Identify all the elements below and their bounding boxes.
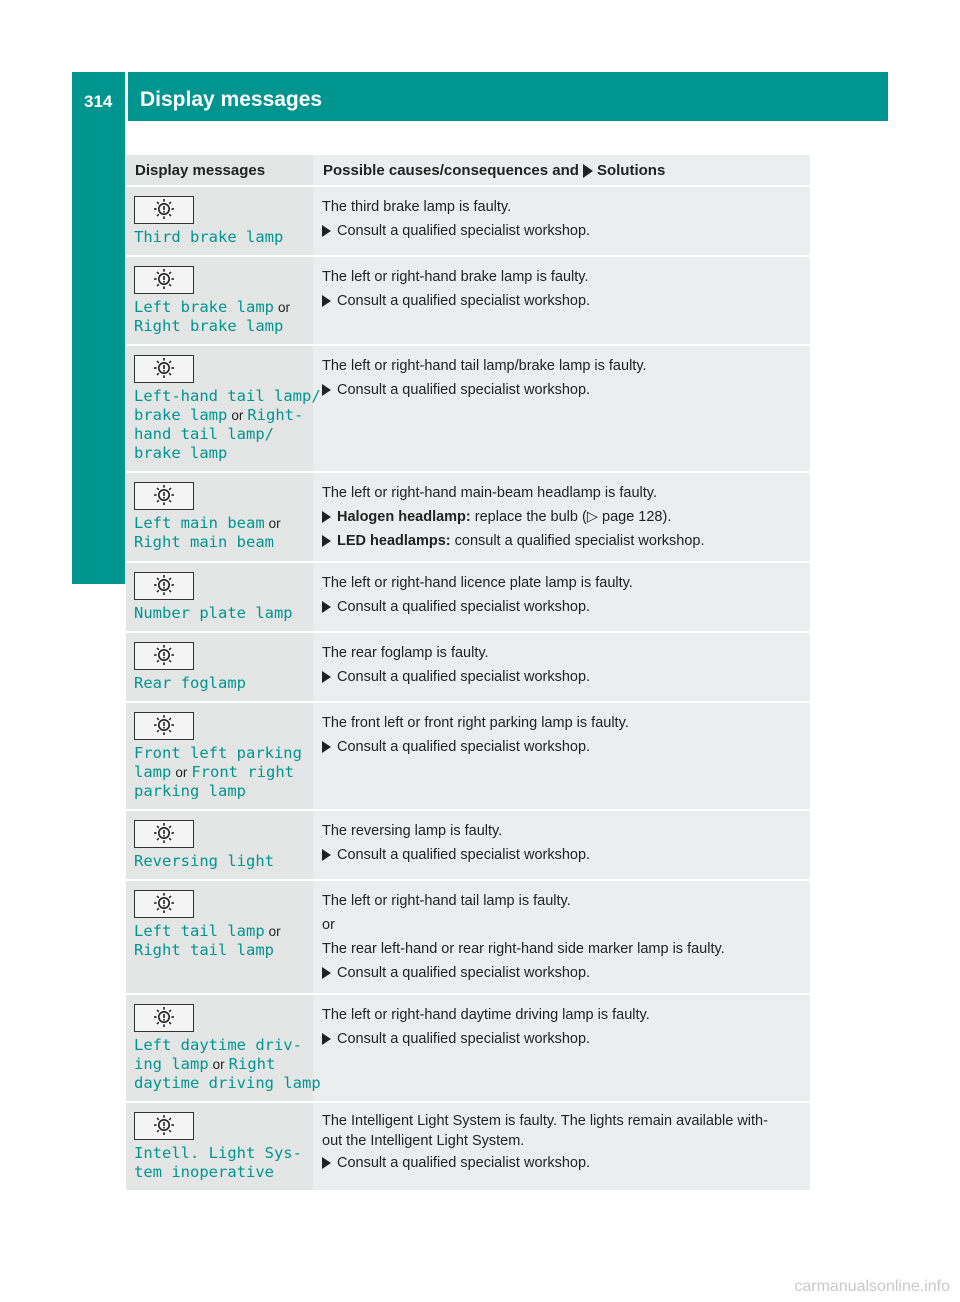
page-reference-icon: ▷ <box>586 509 598 525</box>
arrow-right-icon <box>583 164 593 178</box>
display-message-cell <box>126 256 313 345</box>
display-text: Left daytime driv‑ <box>134 1036 302 1054</box>
display-text: Reversing light <box>134 852 274 870</box>
table-row <box>126 632 810 702</box>
display-text: Right <box>228 1055 276 1073</box>
action-arrow-icon <box>322 1033 331 1045</box>
display-text: Left brake lamp <box>134 298 274 316</box>
action-text: Consult a qualified specialist workshop. <box>337 1031 591 1047</box>
display-message-cell <box>126 702 313 810</box>
display-text-line <box>134 763 313 782</box>
or-line: or <box>322 917 335 933</box>
header-solutions-text: Solutions <box>596 162 666 179</box>
action-item <box>322 961 802 985</box>
display-text: tem inoperative <box>134 1163 274 1181</box>
display-text-line <box>134 298 313 317</box>
display-text: brake lamp <box>134 406 228 424</box>
header-causes-solutions <box>313 155 810 186</box>
action-arrow-icon <box>322 741 331 753</box>
action-arrow-icon <box>322 601 331 613</box>
cause-text: The front left or front right parking lamp is faulty. <box>322 715 629 731</box>
lamp-fault-icon <box>134 1112 194 1140</box>
table-row <box>126 702 810 810</box>
header-divider <box>125 72 128 121</box>
lamp-fault-icon <box>134 712 194 740</box>
table-row <box>126 810 810 880</box>
display-text: hand tail lamp/ <box>134 425 274 443</box>
cause-text: The left or right-hand main-beam headlamp is faulty. <box>322 485 658 501</box>
display-text: brake lamp <box>134 444 228 462</box>
table-row <box>126 562 810 632</box>
display-text: Left main beam <box>134 514 265 532</box>
header-display-messages: Display messages <box>126 155 313 186</box>
or-word: or <box>231 408 244 423</box>
display-text-line <box>134 406 313 425</box>
table-row <box>126 256 810 345</box>
lamp-fault-icon <box>134 266 194 294</box>
display-text: Intell. Light Sys‑ <box>134 1144 302 1162</box>
display-text: Right main beam <box>134 533 274 551</box>
table-row <box>126 880 810 994</box>
solution-cell <box>313 256 810 345</box>
action-label: Halogen headlamp: <box>337 509 471 525</box>
display-message-cell <box>126 472 313 562</box>
display-text: Left-hand <box>134 387 218 405</box>
action-item <box>322 289 802 313</box>
solution-cell <box>313 994 810 1102</box>
display-message-cell <box>126 1102 313 1190</box>
display-text: Rear foglamp <box>134 674 246 692</box>
cause-text-part: out the Intelligent Light System. <box>322 1133 525 1149</box>
action-item <box>322 529 802 553</box>
or-word: or <box>268 924 281 939</box>
action-label: LED headlamps: <box>337 533 451 549</box>
solution-cell <box>313 1102 810 1190</box>
action-text: Consult a qualified specialist workshop. <box>337 669 591 685</box>
solution-cell <box>313 632 810 702</box>
display-text: ing lamp <box>134 1055 209 1073</box>
watermark: carmanualsonline.info <box>794 1278 950 1295</box>
display-text: daytime <box>134 1074 200 1092</box>
action-arrow-icon <box>322 849 331 861</box>
solution-cell <box>313 810 810 880</box>
lamp-fault-icon <box>134 890 194 918</box>
action-arrow-icon <box>322 1157 331 1169</box>
page-title: Display messages <box>140 88 323 111</box>
display-text: driving lamp <box>208 1074 321 1092</box>
display-text-line <box>134 387 321 406</box>
action-arrow-icon <box>322 295 331 307</box>
display-text: lamp <box>134 763 172 781</box>
action-text: Consult a qualified specialist workshop. <box>337 293 591 309</box>
display-message-cell <box>126 186 313 256</box>
action-item <box>322 665 802 689</box>
action-item <box>322 735 802 759</box>
display-messages-table <box>126 155 810 1190</box>
lamp-fault-icon <box>134 572 194 600</box>
header-causes-text: Possible causes/consequences and <box>323 162 579 179</box>
table-row <box>126 186 810 256</box>
or-word: or <box>268 516 281 531</box>
action-text: Consult a qualified specialist workshop. <box>337 599 591 615</box>
action-item <box>322 1151 802 1175</box>
table-row <box>126 345 810 472</box>
cause-text: The reversing lamp is faulty. <box>322 823 503 839</box>
page-reference[interactable]: page 128). <box>597 509 672 525</box>
cause-text: The rear foglamp is faulty. <box>322 645 489 661</box>
action-arrow-icon <box>322 384 331 396</box>
display-message-cell <box>126 562 313 632</box>
action-text: Consult a qualified specialist workshop. <box>337 382 591 398</box>
display-text-line <box>134 1074 321 1093</box>
table-header-row <box>126 155 810 186</box>
cause-text: The left or right-hand tail lamp is faulty. <box>322 893 571 909</box>
action-item <box>322 378 802 402</box>
cause-text: The left or right-hand licence plate lamp is faulty. <box>322 575 633 591</box>
lamp-fault-icon <box>134 820 194 848</box>
solution-cell <box>313 562 810 632</box>
action-arrow-icon <box>322 967 331 979</box>
action-arrow-icon <box>322 671 331 683</box>
display-message-cell <box>126 345 321 472</box>
action-text: Consult a qualified specialist workshop. <box>337 847 591 863</box>
action-text: replace the bulb ( <box>474 509 587 525</box>
cause-text <box>322 1111 802 1151</box>
action-text: consult a qualified specialist workshop. <box>454 533 705 549</box>
display-text: Number plate lamp <box>134 604 293 622</box>
lamp-fault-icon <box>134 196 194 224</box>
solution-cell <box>313 880 810 994</box>
table-row <box>126 472 810 562</box>
display-text: parking lamp <box>134 782 246 800</box>
action-arrow-icon <box>322 225 331 237</box>
display-message-cell <box>126 880 313 994</box>
action-text: Consult a qualified specialist workshop. <box>337 223 591 239</box>
lamp-fault-icon <box>134 1004 194 1032</box>
display-text-line <box>134 1055 313 1074</box>
action-item <box>322 219 802 243</box>
lamp-fault-icon <box>134 355 194 383</box>
display-message-cell <box>126 810 313 880</box>
action-text: Consult a qualified specialist workshop. <box>337 739 591 755</box>
action-item <box>322 595 802 619</box>
action-item <box>322 843 802 867</box>
display-message-cell <box>126 632 313 702</box>
display-text-line <box>134 514 313 533</box>
display-text-line <box>134 922 313 941</box>
lamp-fault-icon <box>134 642 194 670</box>
display-text: Right brake lamp <box>134 317 284 335</box>
action-text: Consult a qualified specialist workshop. <box>337 965 591 981</box>
display-text: Front left parking <box>134 744 302 762</box>
cause-text: The left or right-hand daytime driving lamp is faulty. <box>322 1007 650 1023</box>
cause-text: The rear left-hand or rear right-hand side marker lamp is faulty. <box>322 941 725 957</box>
cause-text: The third brake lamp is faulty. <box>322 199 512 215</box>
display-text: Left tail lamp <box>134 922 265 940</box>
lamp-fault-icon <box>134 482 194 510</box>
table-row <box>126 994 810 1102</box>
display-text: Right- <box>247 406 304 424</box>
action-arrow-icon <box>322 511 331 523</box>
display-text: tail <box>227 387 265 405</box>
display-text: Right tail lamp <box>134 941 274 959</box>
action-text: Consult a qualified specialist workshop. <box>337 1155 591 1171</box>
cause-text: The left or right-hand brake lamp is faulty. <box>322 269 589 285</box>
action-arrow-icon <box>322 535 331 547</box>
display-text: Third brake lamp <box>134 228 284 246</box>
solution-cell <box>313 472 810 562</box>
or-word: or <box>212 1057 225 1072</box>
or-word: or <box>175 765 188 780</box>
display-message-cell <box>126 994 321 1102</box>
solution-cell <box>313 702 810 810</box>
solution-cell <box>313 186 810 256</box>
cause-text: The left or right-hand tail lamp/brake lamp is faulty. <box>322 358 647 374</box>
side-tab-label: On-board computer and displays <box>80 200 103 530</box>
or-word: or <box>277 300 290 315</box>
page-number: 314 <box>84 92 113 111</box>
display-text: Front right <box>191 763 294 781</box>
cause-text-part: The Intelligent Light System is faulty. The lights remain available with- <box>322 1113 768 1129</box>
solution-cell <box>313 345 810 472</box>
action-item <box>322 505 802 529</box>
action-item <box>322 1027 802 1051</box>
table-row <box>126 1102 810 1190</box>
display-text: lamp/ <box>274 387 321 405</box>
